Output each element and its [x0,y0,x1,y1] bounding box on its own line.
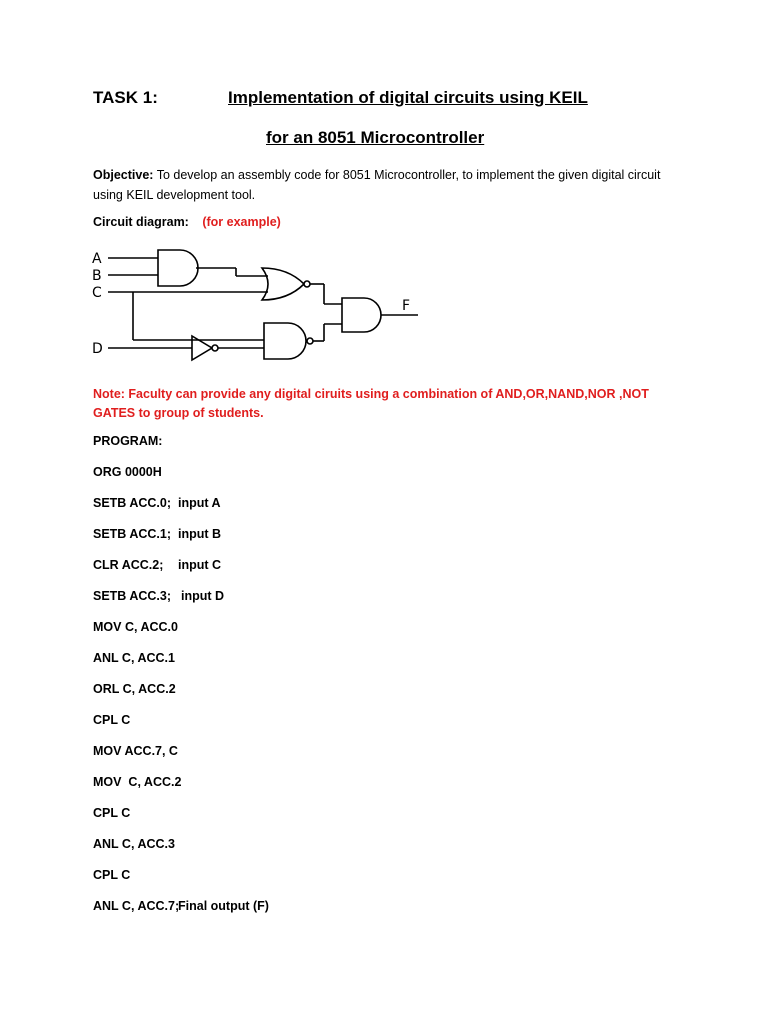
code-comment: input B [178,527,222,541]
document-title: Implementation of digital circuits using KEIL [228,88,588,107]
code-line: MOV C, ACC.2 [93,775,182,789]
circuit-heading [93,215,281,229]
code-line: CLR ACC.2; [93,558,164,572]
nand-gate [264,323,306,359]
output-f-label: F [402,298,411,314]
program-label: PROGRAM: [93,434,163,448]
and-gate [158,250,198,286]
input-d-label: D [92,341,103,357]
nor-bubble [304,281,310,287]
code-comment: input C [178,558,222,572]
code-line: SETB ACC.3; [93,589,172,603]
document-subtitle: for an 8051 Microcontroller [266,128,485,147]
code-line: ANL C, ACC.1 [93,651,175,665]
nor-gate [262,268,304,300]
code-comment: Final output (F) [178,899,269,913]
final-and-gate [342,298,381,332]
objective-paragraph [93,165,693,205]
objective-label: Objective: [93,168,154,182]
code-comment: input A [178,496,221,510]
code-line: SETB ACC.1; [93,527,172,541]
circuit-example-label: (for example) [202,215,281,229]
faculty-note: Note: Faculty can provide any digital ciruits using a combination of AND,OR,NAND,NOR ,NOT GATES to group of students. [93,387,649,420]
task-label: TASK 1: [93,88,158,107]
code-line: ORL C, ACC.2 [93,682,176,696]
circuit-heading-label: Circuit diagram: [93,215,189,229]
code-line: CPL C [93,713,131,727]
input-a-label: A [92,251,102,267]
circuit-diagram [88,240,428,365]
code-line: CPL C [93,806,131,820]
code-comment: input D [181,589,225,603]
not-bubble [212,345,218,351]
code-line: ORG 0000H [93,465,162,479]
code-line: MOV ACC.7, C [93,744,178,758]
code-line: MOV C, ACC.0 [93,620,178,634]
input-b-label: B [92,268,102,284]
code-line: SETB ACC.0; [93,496,172,510]
code-line: ANL C, ACC.7; [93,899,180,913]
input-c-label: C [92,285,102,301]
code-line: CPL C [93,868,131,882]
objective-text: To develop an assembly code for 8051 Microcontroller, to implement the given digital circuit using KEIL development tool. [93,168,661,202]
code-line: ANL C, ACC.3 [93,837,175,851]
nand-bubble [307,338,313,344]
task-title-row [93,88,693,114]
